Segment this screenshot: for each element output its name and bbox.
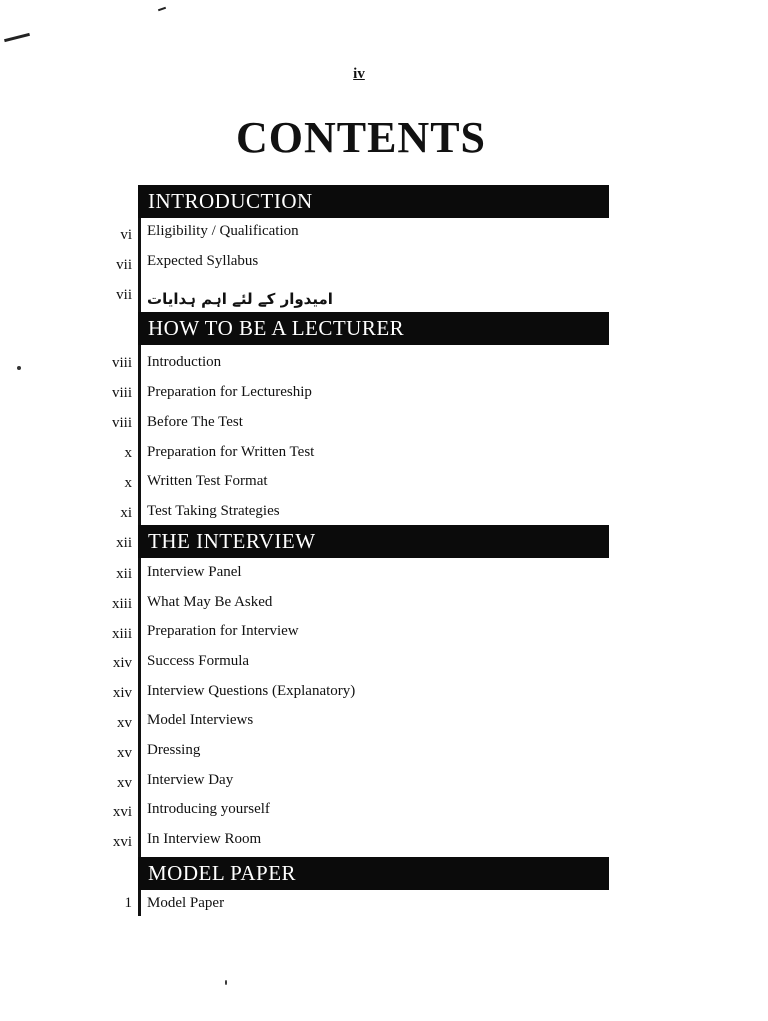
toc-entry-page: xv bbox=[117, 775, 132, 791]
toc-entry-title[interactable]: Interview Questions (Explanatory) bbox=[147, 683, 356, 699]
toc-entry-page: xv bbox=[117, 745, 132, 761]
toc-entry-title[interactable]: Eligibility / Qualification bbox=[147, 223, 299, 239]
toc-entry-title[interactable]: Interview Day bbox=[147, 772, 234, 788]
toc-entry-title[interactable]: Preparation for Lectureship bbox=[147, 384, 312, 400]
toc-entry-page: xiv bbox=[112, 685, 132, 701]
page-number: iv bbox=[353, 66, 365, 82]
toc-entry-title-urdu[interactable]: امیدوار کے لئے اہم ہدایات bbox=[147, 290, 333, 308]
toc-entry-title[interactable]: Dressing bbox=[147, 742, 201, 758]
toc-entry-page: viii bbox=[111, 415, 132, 431]
toc-entry-page: xii bbox=[116, 566, 132, 582]
section-heading-introduction[interactable]: INTRODUCTION bbox=[138, 185, 609, 218]
toc-entry-title[interactable]: Model Interviews bbox=[147, 712, 254, 728]
section-heading-model-paper[interactable]: MODEL PAPER bbox=[138, 857, 609, 890]
scan-mark bbox=[4, 33, 30, 42]
toc-entry-page: x bbox=[124, 445, 132, 461]
scan-mark bbox=[158, 7, 166, 12]
section-heading-how-to-be-a-lecturer[interactable]: HOW TO BE A LECTURER bbox=[138, 312, 609, 345]
toc-entry-page: 1 bbox=[124, 895, 132, 911]
section-heading-page: xii bbox=[116, 535, 132, 551]
toc-entry-page: xi bbox=[120, 505, 132, 521]
toc-entry-page: xiii bbox=[111, 596, 132, 612]
toc-entry-page: xvi bbox=[112, 804, 132, 820]
toc-entry-title[interactable]: Preparation for Interview bbox=[147, 623, 299, 639]
scan-speck bbox=[225, 980, 227, 985]
toc-entry-page: vii bbox=[116, 287, 132, 303]
toc-entry-title[interactable]: Preparation for Written Test bbox=[147, 444, 315, 460]
toc-entry-page: vii bbox=[116, 257, 132, 273]
toc-entry-title[interactable]: Introduction bbox=[147, 354, 222, 370]
toc-entry-page: viii bbox=[111, 385, 132, 401]
toc-entry-title[interactable]: Written Test Format bbox=[147, 473, 268, 489]
toc-entry-page: x bbox=[124, 475, 132, 491]
section-heading-the-interview[interactable]: THE INTERVIEW bbox=[138, 525, 609, 558]
toc-entry-title[interactable]: Introducing yourself bbox=[147, 801, 270, 817]
toc-entry-page: xvi bbox=[112, 834, 132, 850]
toc-entry-title[interactable]: Before The Test bbox=[147, 414, 243, 430]
toc-entry-title[interactable]: Test Taking Strategies bbox=[147, 503, 280, 519]
toc-entry-title[interactable]: Expected Syllabus bbox=[147, 253, 259, 269]
toc-entry-page: vi bbox=[120, 227, 132, 243]
toc-entry-page: viii bbox=[111, 355, 132, 371]
toc-entry-page: xv bbox=[117, 715, 132, 731]
toc-entry-title[interactable]: Model Paper bbox=[147, 895, 225, 911]
table-of-contents bbox=[0, 185, 768, 916]
toc-entry-title[interactable]: In Interview Room bbox=[147, 831, 262, 847]
toc-entry-title[interactable]: Interview Panel bbox=[147, 564, 242, 580]
toc-entry-title[interactable]: Success Formula bbox=[147, 653, 250, 669]
toc-entry-page: xiv bbox=[112, 655, 132, 671]
page-title: CONTENTS bbox=[235, 113, 487, 162]
toc-entry-page: xiii bbox=[111, 626, 132, 642]
toc-entry-title[interactable]: What May Be Asked bbox=[147, 594, 273, 610]
